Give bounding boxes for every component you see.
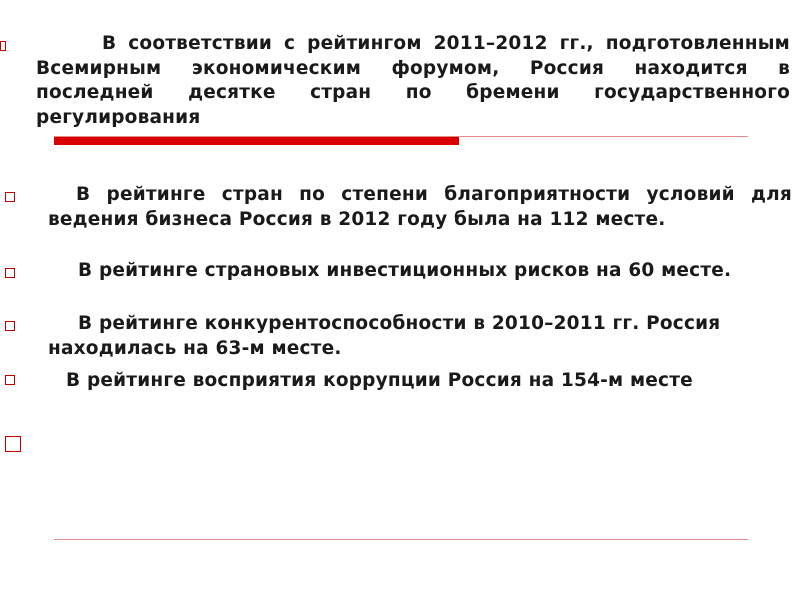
top-accent-bar xyxy=(54,137,459,145)
intro-text: В соответствии с рейтингом 2011–2012 гг., подготовленным Всемирным экономическим форумом, Россия находится в последней десятке стран по бремени государственного регулирования xyxy=(36,33,790,128)
bullet-2-icon xyxy=(5,268,15,278)
intro-bullet-icon xyxy=(0,41,6,51)
bullet-2-text: В рейтинге страновых инвестиционных рисков на 60 месте. xyxy=(78,260,732,281)
bullet-4 xyxy=(48,367,748,394)
bottom-divider-line xyxy=(54,539,748,540)
bullet-3 xyxy=(48,312,778,361)
bullet-3-icon xyxy=(5,321,15,331)
bullet-4-text: В рейтинге восприятия коррупции Россия на 154-м месте xyxy=(66,370,693,391)
bullet-4-icon xyxy=(5,375,15,385)
intro-paragraph xyxy=(36,32,790,130)
bullet-1-icon xyxy=(5,192,15,202)
bullet-1 xyxy=(48,183,792,232)
bullet-2 xyxy=(48,259,778,284)
bullet-5-icon xyxy=(5,436,21,452)
bullet-3-text: В рейтинге конкурентоспособности в 2010–2011 гг. Россия находилась на 63-м месте. xyxy=(48,313,721,359)
bullet-1-text: В рейтинге стран по степени благоприятности условий для ведения бизнеса Россия в 2012 году была на 112 месте. xyxy=(48,184,792,230)
